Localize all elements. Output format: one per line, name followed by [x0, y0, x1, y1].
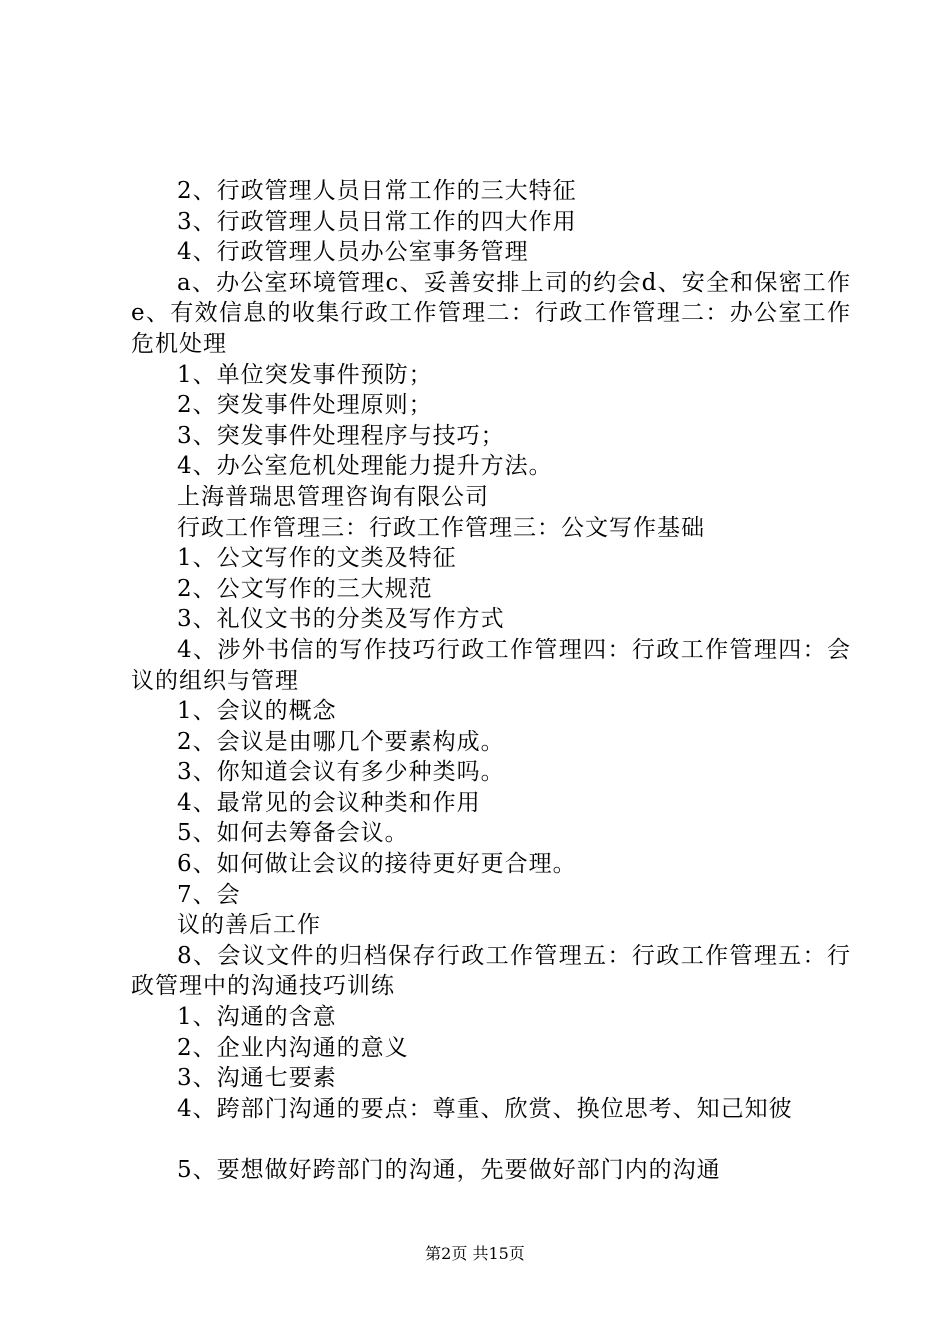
- paragraph: 2、企业内沟通的意义: [177, 1034, 409, 1061]
- paragraph: a、办公室环境管理c、妥善安排上司的约会d、安全和保密工作e、有效信息的收集行政工作管理二：行政工作管理二：办公室工作危机处理: [131, 269, 851, 357]
- document-body: [131, 176, 851, 1186]
- paragraph: 3、礼仪文书的分类及写作方式: [177, 606, 505, 633]
- paragraph: 4、跨部门沟通的要点：尊重、欣赏、换位思考、知己知彼: [177, 1095, 793, 1122]
- paragraph: 4、最常见的会议种类和作用: [177, 789, 481, 816]
- paragraph: 8、会议文件的归档保存行政工作管理五：行政工作管理五：行政管理中的沟通技巧训练: [131, 942, 851, 1000]
- paragraph: 议的善后工作: [177, 912, 321, 939]
- page-footer: 第2页 共15页: [425, 1244, 525, 1263]
- paragraph: 2、会议是由哪几个要素构成。: [177, 728, 505, 755]
- paragraph: 2、公文写作的三大规范: [177, 575, 433, 602]
- paragraph: 3、行政管理人员日常工作的四大作用: [177, 208, 577, 235]
- paragraph: 4、办公室危机处理能力提升方法。: [177, 453, 553, 480]
- paragraph: 4、涉外书信的写作技巧行政工作管理四：行政工作管理四：会议的组织与管理: [131, 636, 851, 694]
- paragraph: 5、如何去筹备会议。: [177, 820, 409, 847]
- paragraph: 3、沟通七要素: [177, 1065, 337, 1092]
- paragraph: 1、会议的概念: [177, 698, 337, 725]
- paragraph: 1、沟通的含意: [177, 1004, 337, 1031]
- paragraph: 3、你知道会议有多少种类吗。: [177, 759, 505, 786]
- paragraph: 行政工作管理三：行政工作管理三：公文写作基础: [177, 514, 705, 541]
- paragraph: 6、如何做让会议的接待更好更合理。: [177, 851, 577, 878]
- paragraph: 3、突发事件处理程序与技巧；: [177, 422, 505, 449]
- paragraph: 7、会: [177, 881, 241, 908]
- paragraph: 2、行政管理人员日常工作的三大特征: [177, 178, 577, 204]
- paragraph: 4、行政管理人员办公室事务管理: [177, 239, 529, 266]
- paragraph: 1、单位突发事件预防；: [177, 361, 433, 388]
- paragraph: 5、要想做好跨部门的沟通，先要做好部门内的沟通: [177, 1157, 721, 1183]
- paragraph: 上海普瑞思管理咨询有限公司: [177, 483, 489, 510]
- paragraph: 2、突发事件处理原则；: [177, 392, 433, 419]
- paragraph: 1、公文写作的文类及特征: [177, 545, 457, 572]
- blank-line: [131, 1124, 851, 1155]
